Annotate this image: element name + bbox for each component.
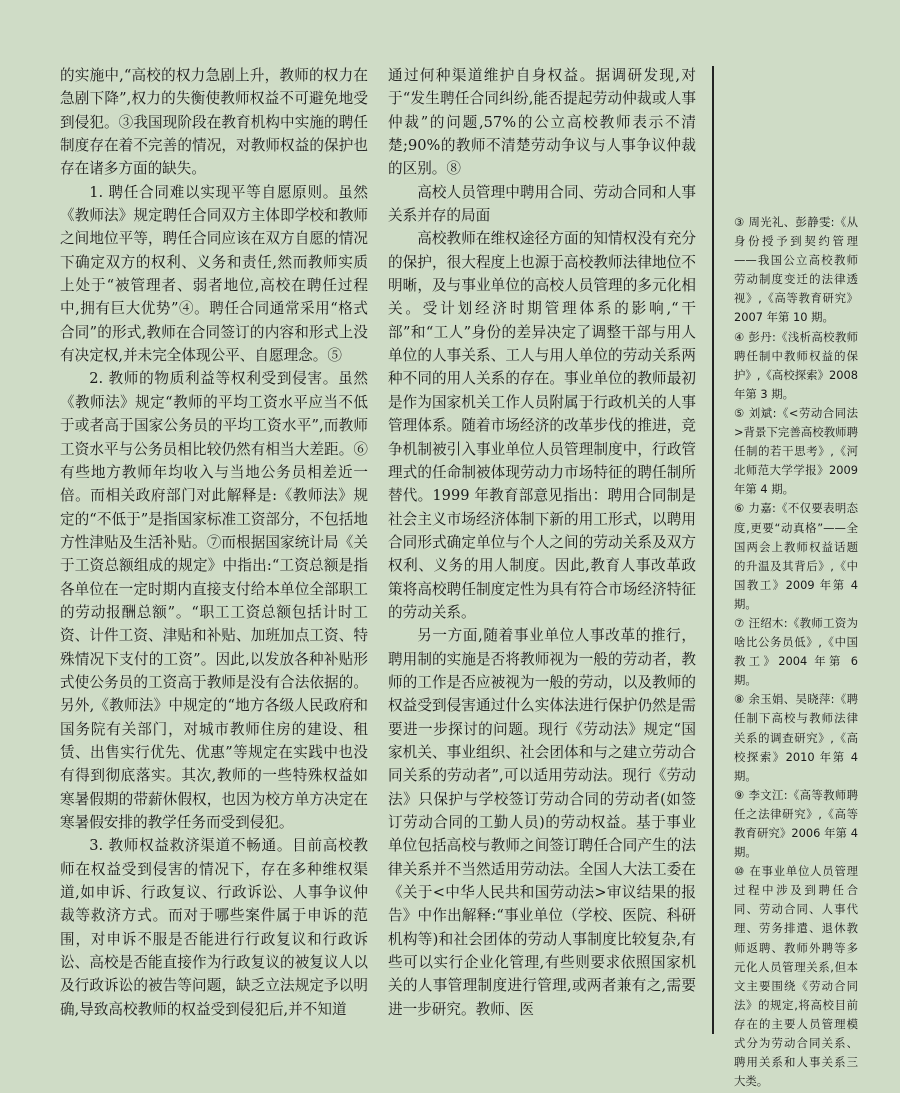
- footnote: ⑥ 力嘉:《不仅要表明态度,更要“动真格”——全国两会上教师权益话题的升温及其背后》,《中国教工》2009 年第 4 期。: [734, 501, 858, 611]
- footnote: ⑩ 在事业单位人员管理过程中涉及到聘任合同、劳动合同、人事代理、劳务排遣、退休教师返聘、教师外聘等多元化人员管理关系,但本文主要围绕《劳动合同法》的规定,将高校目前存在的主要人员管理模式分为劳动合同关系、聘用关系和人事关系三大类。: [734, 864, 858, 1089]
- footnote: ④ 彭丹:《浅析高校教师聘任制中教师权益的保护》,《高校探索》2008 年第 3 期。: [734, 329, 858, 401]
- paragraph: 另一方面,随着事业单位人事改革的推行，聘用制的实施是否将教师视为一般的劳动者，教师的工作是否应被视为一般的劳动，以及教师的权益受到侵害通过什么实体法进行保护仍然是需要进一步探讨的问题。现行《劳动法》规定“国家机关、事业组织、社会团体和与之建立劳动合同关系的劳动者”,可以适用劳动法。现行《劳动法》只保护与学校签订劳动合同的劳动者(如签订劳动合同的工勤人员)的劳动权益。基于事业单位包括高校与教师之间签订聘任合同产生的法律关系并不当然适用劳动法。全国人大法工委在《关于<中华人民共和国劳动法>审议结果的报告》中作出解释:“事业单位（学校、医院、科研机构等)和社会团体的劳动人事制度比较复杂,有些可以实行企业化管理,有些则要求依照国家机关的人事管理制度进行管理,或两者兼有之,需要进一步研究。教师、医: [388, 627, 696, 1018]
- paragraph: 2. 教师的物质利益等权利受到侵害。虽然《教师法》规定“教师的平均工资水平应当不低于或者高于国家公务员的平均工资水平”,而教师工资水平与公务员相比较仍然有相当大差距。⑥有些地方教师年均收入与当地公务员相差近一倍。而相关政府部门对此解释是:《教师法》规定的“不低于”是指国家标准工资部分，不包括地方性津贴及生活补贴。⑦而根据国家统计局《关于工资总额组成的规定》中指出:“工资总额是指各单位在一定时期内直接支付给本单位全部职工的劳动报酬总额”。“职工工资总额包括计时工资、计件工资、津贴和补贴、加班加点工资、特殊情况下支付的工资”。因此,以发放各种补贴形式使公务员的工资高于教师是没有合法依据的。另外,《教师法》中规定的“地方各级人民政府和国务院有关部门，对城市教师住房的建设、租赁、出售实行优先、优惠”等规定在实践中也没有得到彻底落实。其次,教师的一些特殊权益如寒暑假期的带薪休假权，也因为校方单方决定在寒暑假安排的教学任务而受到侵犯。: [60, 370, 368, 831]
- footnotes-column: [734, 213, 858, 1091]
- paragraph: 3. 教师权益救济渠道不畅通。目前高校教师在权益受到侵害的情况下，存在多种维权渠道,如申诉、行政复议、行政诉讼、人事争议仲裁等救济方式。而对于哪些案件属于申诉的范围，对申诉不服是否能进行行政复议和行政诉讼、高校是否能直接作为行政复议的被复议人以及行政诉讼的被告等问题，缺乏立法规定予以明确,导致高校教师的权益受到侵犯后,并不知道: [60, 837, 368, 1018]
- paragraph: 1. 聘任合同难以实现平等自愿原则。虽然《教师法》规定聘任合同双方主体即学校和教师之间地位平等，聘任合同应该在双方自愿的情况下确定双方的权利、义务和责任,然而教师实质上处于“被管理者、弱者地位,高校在聘任过程中,拥有巨大优势”④。聘任合同通常采用“格式合同”的形式,教师在合同签订的内容和形式上没有决定权,并未完全体现公平、自愿理念。⑤: [60, 183, 368, 365]
- footnote: ⑧ 余玉娟、吴晓萍:《聘任制下高校与教师法律关系的调查研究》,《高校探索》2010 年第 4 期。: [734, 692, 858, 783]
- paragraph: 高校教师在维权途径方面的知情权没有充分的保护，很大程度上也源于高校教师法律地位不明晰，及与事业单位的高校人员管理的多元化相关。受计划经济时期管理体系的影响,“干部”和“工人”身份的差异决定了调整干部与用人单位的人事关系、工人与用人单位的劳动关系两种不同的用人关系的存在。事业单位的教师最初是作为国家机关工作人员附属于行政机关的人事管理体系。随着市场经济的改革步伐的推进，竞争机制被引入事业单位人员管理制度中，行政管理式的任命制被体现劳动力市场特征的聘任制所替代。1999 年教育部意见指出：聘用合同制是社会主义市场经济体制下新的用工形式，以聘用合同形式确定单位与个人之间的劳动关系及双方权利、义务的用人制度。因此,教育人事改革政策将高校聘任制度定性为具有符合市场经济特征的劳动关系。: [388, 230, 696, 621]
- text-column-left: [60, 64, 368, 1021]
- footnote: ⑦ 汪绍木:《教师工资为啥比公务员低》,《中国教工》2004 年第 6 期。: [734, 615, 858, 688]
- paragraph: 的实施中,“高校的权力急剧上升，教师的权力在急剧下降”,权力的失衡使教师权益不可避免地受到侵犯。③我国现阶段在教育机构中实施的聘任制度存在着不完善的情况，对教师权益的保护也存在诸多方面的缺失。: [60, 67, 368, 178]
- paragraph: 通过何种渠道维护自身权益。据调研发现,对于“发生聘任合同纠纷,能否提起劳动仲裁或人事仲裁”的问题,57%的公立高校教师表示不清楚;90%的教师不清楚劳动争议与人事争议仲裁的区别。⑧: [388, 67, 696, 178]
- section-heading: 高校人员管理中聘用合同、劳动合同和人事关系并存的局面: [388, 183, 696, 225]
- text-column-middle: [388, 64, 696, 1021]
- footnote: ③ 周光礼、彭静雯:《从身份授予到契约管理——我国公立高校教师劳动制度变迁的法律透视》,《高等教育研究》2007 年第 10 期。: [734, 215, 858, 325]
- column-divider: [712, 66, 714, 1034]
- footnote: ⑤ 刘斌:《<劳动合同法>背景下完善高校教师聘任制的若干思考》,《河北师范大学学报》2009 年第 4 期。: [734, 405, 858, 497]
- footnote: ⑨ 李文江:《高等教师聘任之法律研究》,《高等教育研究》2006 年第 4 期。: [734, 787, 858, 860]
